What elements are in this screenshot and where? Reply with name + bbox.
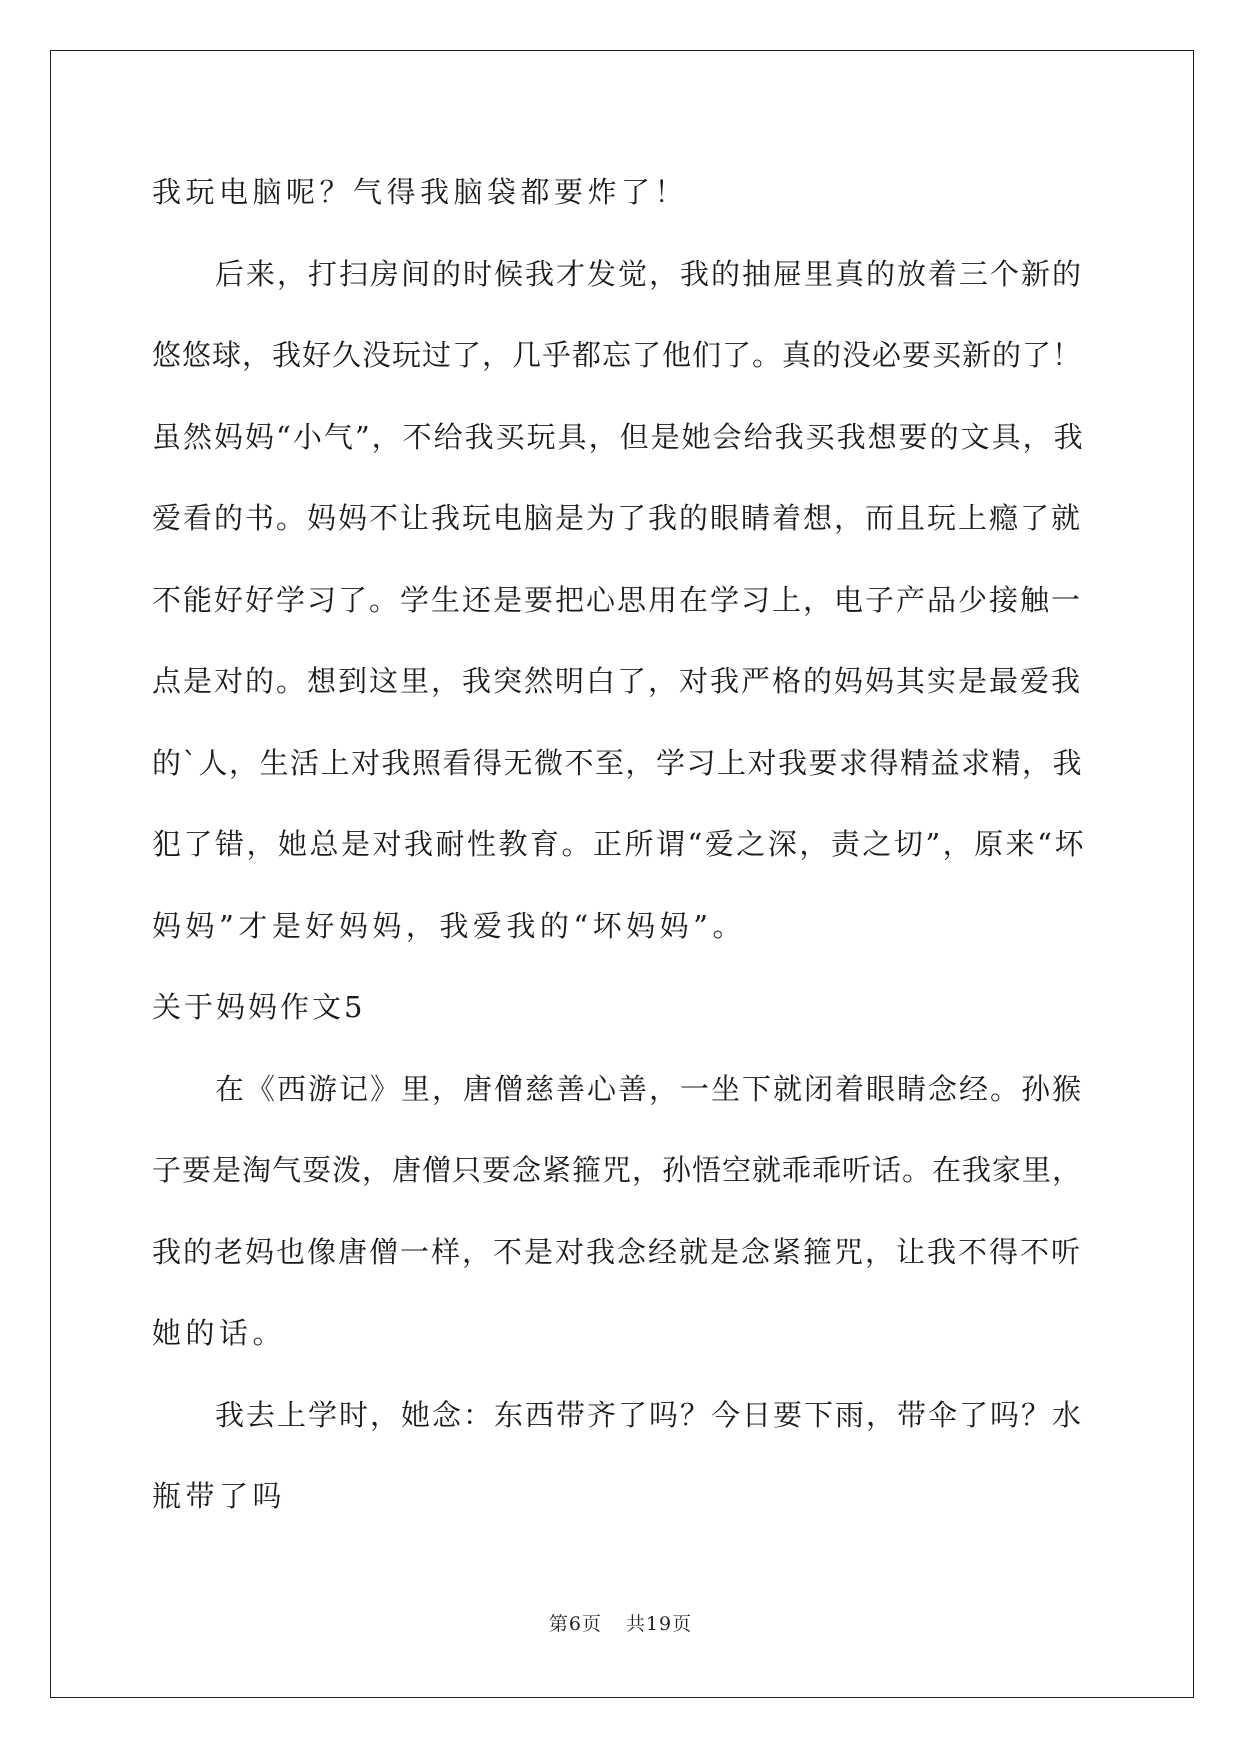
paragraph-first-line: 在《西游记》里，唐僧慈善心善，一坐下就闭着眼睛念经。孙猴: [215, 1071, 1084, 1106]
text-line: 点是对的。想到这里，我突然明白了，对我严格的妈妈其实是最爱我: [152, 664, 1083, 698]
document-body: [152, 152, 1092, 1538]
text-line: 的`人，生活上对我照看得无微不至，学习上对我要求得精益求精，我: [152, 745, 1084, 780]
text-line: 子要是淘气耍泼，唐僧只要念紧箍咒，孙悟空就乖乖听话。在我家里，: [152, 1153, 1083, 1187]
text-line: 爱看的书。妈妈不让我玩电脑是为了我的眼睛着想，而且玩上瘾了就: [152, 501, 1083, 535]
text-line: 瓶带了吗: [152, 1479, 287, 1513]
text-line: 悠悠球，我好久没玩过了，几乎都忘了他们了。真的没必要买新的了！: [152, 338, 1083, 372]
text-line: 她的话。: [152, 1316, 287, 1350]
text-line: 我的老妈也像唐僧一样，不是对我念经就是念紧箍咒，让我不得不听: [152, 1234, 1083, 1269]
text-line: 犯了错，她总是对我耐性教育。正所谓“爱之深，责之切”，原来“坏: [152, 827, 1086, 861]
page-footer: [0, 1612, 1241, 1636]
paragraph-first-line: 后来，打扫房间的时候我才发觉，我的抽屉里真的放着三个新的: [215, 256, 1084, 291]
text-line: 妈妈”才是好妈妈，我爱我的“坏妈妈”。: [152, 908, 746, 943]
text-line: 不能好好学习了。学生还是要把心思用在学习上，电子产品少接触一: [152, 582, 1083, 617]
page-number: 第6页: [548, 1613, 602, 1635]
text-line: 我玩电脑呢？气得我脑袋都要炸了！: [152, 175, 689, 209]
text-line: 虽然妈妈“小气”，不给我买玩具，但是她会给我买我想要的文具，我: [152, 419, 1085, 454]
page-total: 共19页: [625, 1613, 693, 1635]
section-heading: 关于妈妈作文5: [152, 990, 366, 1024]
paragraph-first-line: 我去上学时，她念：东西带齐了吗？今日要下雨，带伞了吗？水: [215, 1397, 1084, 1432]
